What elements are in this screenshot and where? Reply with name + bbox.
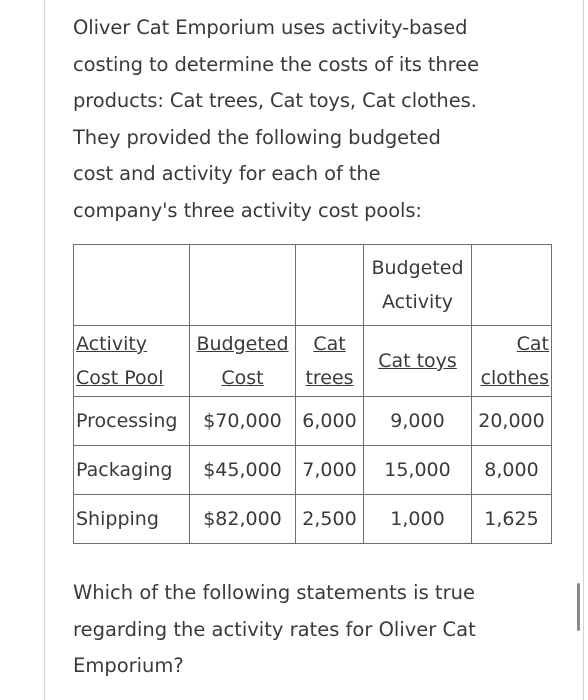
header-line: Cat	[313, 333, 346, 355]
budgeted-activity-header	[364, 245, 472, 326]
header-budgeted-cost	[190, 326, 296, 397]
table-group-header-row	[74, 245, 552, 326]
header-line: Cat toys	[378, 350, 457, 372]
scrollbar-thumb[interactable]	[577, 583, 580, 631]
header-line: Budgeted	[196, 333, 289, 355]
cost-cell: $82,000	[190, 495, 296, 544]
header-activity-cost-pool	[74, 326, 190, 397]
table-column-header-row	[74, 326, 552, 397]
table-row	[74, 446, 552, 495]
pool-cell: Processing	[74, 397, 190, 446]
table-row	[74, 495, 552, 544]
header-line: trees	[305, 367, 354, 389]
trees-cell: 2,500	[296, 495, 364, 544]
intro-paragraph	[73, 10, 533, 229]
cost-cell: $45,000	[190, 446, 296, 495]
empty-cell	[74, 245, 190, 326]
empty-cell	[190, 245, 296, 326]
toys-cell: 9,000	[364, 397, 472, 446]
empty-cell	[472, 245, 552, 326]
group-header-line: Budgeted	[371, 257, 464, 279]
header-line: Cost Pool	[76, 367, 164, 389]
clothes-cell: 8,000	[472, 446, 552, 495]
intro-line: Oliver Cat Emporium uses activity-based	[73, 16, 468, 39]
intro-line: cost and activity for each of the	[73, 162, 381, 185]
header-cat-clothes	[472, 326, 552, 397]
intro-line: company's three activity cost pools:	[73, 198, 422, 222]
header-line: Cost	[221, 367, 264, 389]
group-header-line: Activity	[381, 291, 454, 313]
header-cat-toys	[364, 326, 472, 397]
toys-cell: 15,000	[364, 446, 472, 495]
empty-cell	[296, 245, 364, 326]
header-line: Activity	[76, 333, 148, 355]
question-line: regarding the activity rates for Oliver Cat	[73, 617, 476, 641]
clothes-cell: 20,000	[472, 397, 552, 446]
cost-cell: $70,000	[190, 397, 296, 446]
header-cat-trees	[296, 326, 364, 397]
toys-cell: 1,000	[364, 495, 472, 544]
trees-cell: 7,000	[296, 446, 364, 495]
table-row	[74, 397, 552, 446]
intro-line: products: Cat trees, Cat toys, Cat clothes.	[73, 89, 477, 112]
question-line: Which of the following statements is true	[73, 581, 475, 604]
question-paragraph	[73, 575, 543, 685]
header-line: Cat	[516, 333, 549, 355]
header-line: clothes	[480, 367, 549, 389]
intro-line: They provided the following budgeted	[73, 125, 441, 149]
intro-line: costing to determine the costs of its three	[73, 52, 479, 76]
clothes-cell: 1,625	[472, 495, 552, 544]
pool-cell: Packaging	[74, 446, 190, 495]
activity-cost-table	[73, 244, 552, 544]
trees-cell: 6,000	[296, 397, 364, 446]
pool-cell: Shipping	[74, 495, 190, 544]
question-line: Emporium?	[73, 654, 184, 677]
